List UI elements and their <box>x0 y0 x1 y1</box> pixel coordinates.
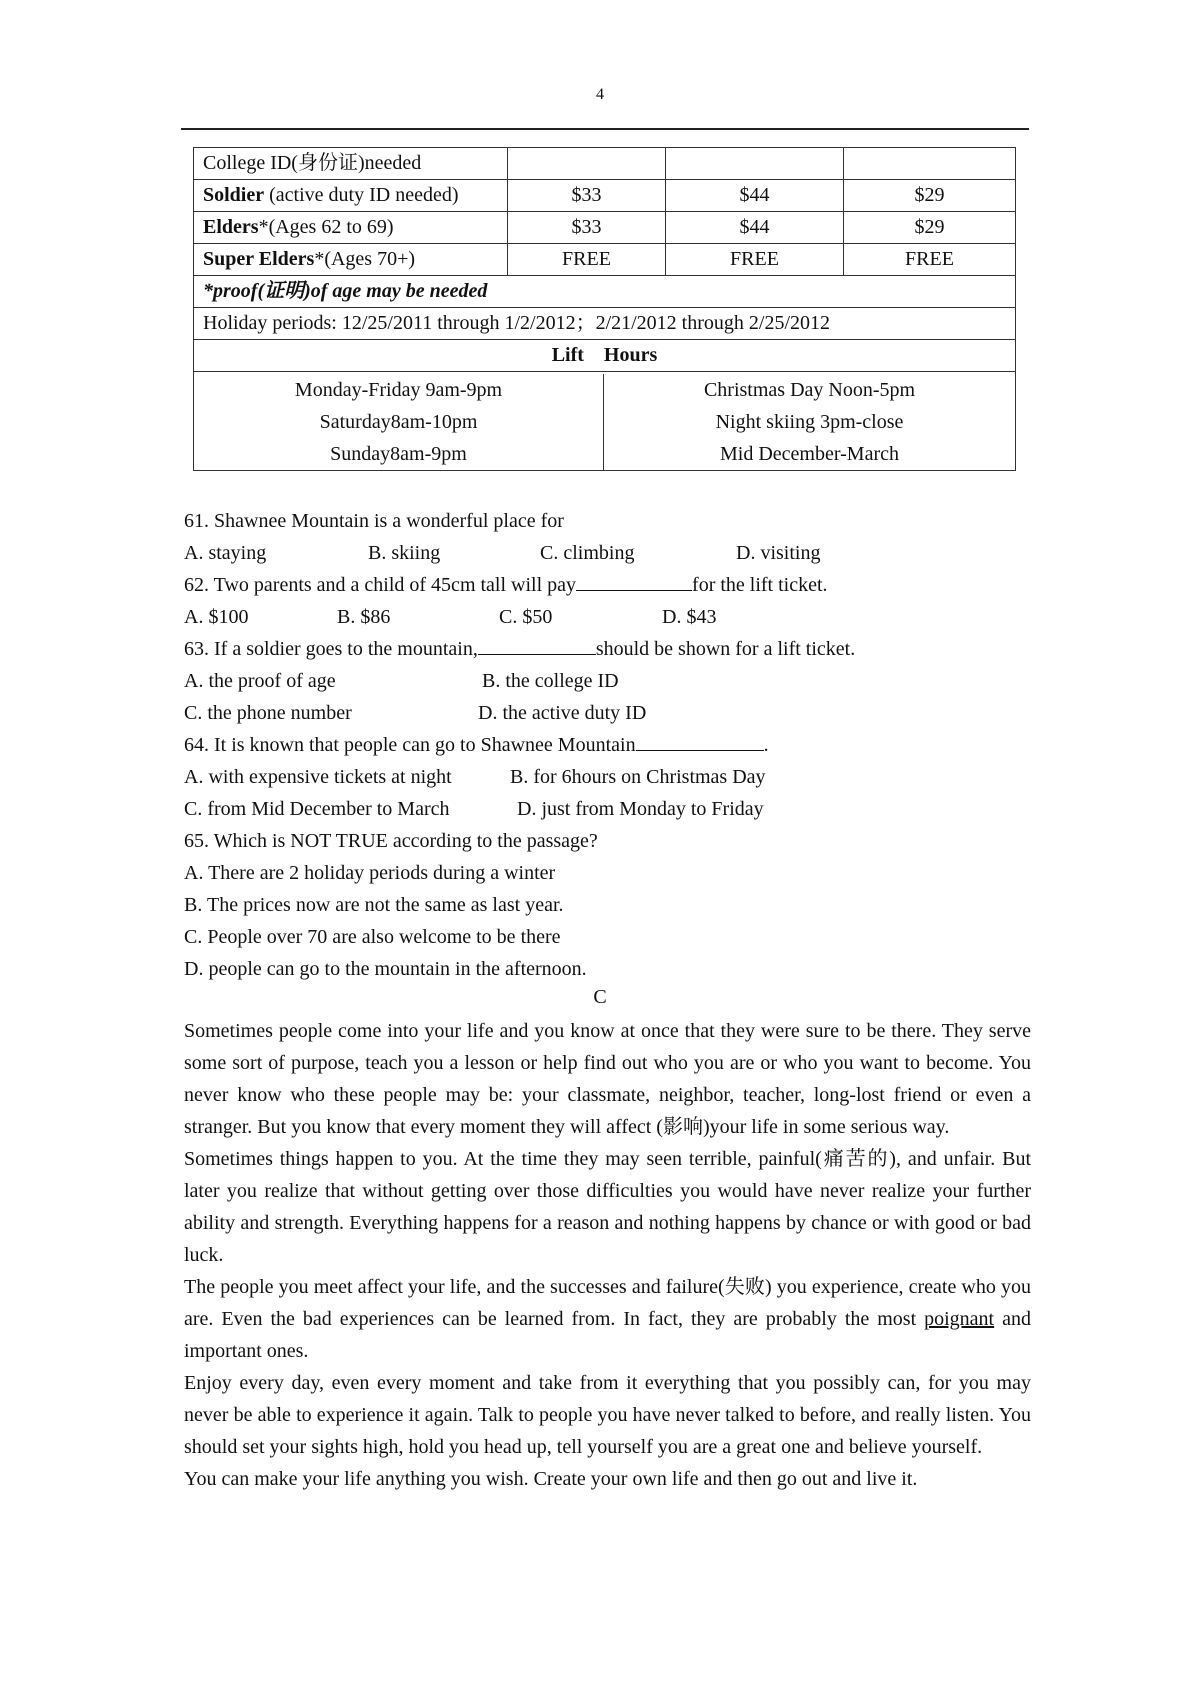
question-61-options <box>184 537 1034 569</box>
table-row <box>194 276 1016 308</box>
option-c: C. climbing <box>540 542 635 564</box>
holiday-periods: Holiday periods: 12/25/2011 through 1/2/2012；2/21/2012 through 2/25/2012 <box>194 308 1016 340</box>
hours-line: Night skiing 3pm-close <box>715 411 904 433</box>
question-65-stem: 65. Which is NOT TRUE according to the passage? <box>184 830 598 852</box>
ticket-price-table <box>193 147 1016 471</box>
price-cell: $44 <box>666 180 844 212</box>
question-64-options-cd <box>184 793 1034 825</box>
paragraph: You can make your life anything you wish. Create your own life and then go out and live it. <box>184 1468 918 1490</box>
option-c: C. $50 <box>499 606 553 628</box>
option-c: C. the phone number <box>184 702 352 724</box>
question-61-stem: 61. Shawnee Mountain is a wonderful place for <box>184 510 564 532</box>
row-label: Soldier (active duty ID needed) <box>194 180 508 212</box>
table-row <box>194 212 1016 244</box>
hours-line: Monday-Friday 9am-9pm <box>294 379 503 401</box>
table-row <box>194 180 1016 212</box>
option-d: D. $43 <box>662 606 717 628</box>
option-b: B. The prices now are not the same as last year. <box>184 894 564 916</box>
table-row <box>194 148 1016 180</box>
option-d: D. just from Monday to Friday <box>517 798 764 820</box>
price-cell: FREE <box>508 244 666 276</box>
row-label: Elders*(Ages 62 to 69) <box>194 212 508 244</box>
answer-blank <box>636 730 764 751</box>
special-hours <box>604 374 1015 470</box>
answer-blank <box>576 570 692 591</box>
table-row <box>194 372 1016 471</box>
section-heading: C <box>593 986 607 1008</box>
question-63-options-cd <box>184 697 1034 729</box>
weekly-hours <box>194 374 604 470</box>
hours-line: Saturday8am-10pm <box>319 411 478 433</box>
header-rule <box>181 128 1029 130</box>
table-row <box>194 308 1016 340</box>
option-a: A. the proof of age <box>184 670 336 692</box>
paragraph: The people you meet affect your life, and the successes and failure(失败) you experience, create who you are. Even the bad experiences can be learned from. In fact, they are probably the most poignant and important ones. <box>184 1276 1031 1362</box>
row-label: College ID(身份证)needed <box>194 148 508 180</box>
question-63-options-ab <box>184 665 1034 697</box>
page-number: 4 <box>596 86 604 103</box>
question-63-stem: 63. If a soldier goes to the mountain, should be shown for a lift ticket. <box>184 633 1034 665</box>
price-cell <box>508 148 666 180</box>
row-label: Super Elders*(Ages 70+) <box>194 244 508 276</box>
hours-line: Mid December-March <box>720 443 899 465</box>
question-62-stem: 62. Two parents and a child of 45cm tall will pay for the lift ticket. <box>184 569 1034 601</box>
questions <box>184 505 1034 985</box>
paragraph: Enjoy every day, even every moment and take from it everything that you possibly can, for you may never be able to experience it again. Talk to people you have never talked to before, and really listen. You should set your sights high, hold you head up, tell yourself you are a great one and believe yourself. <box>184 1372 1031 1458</box>
paragraph: Sometimes things happen to you. At the time they may seen terrible, painful(痛苦的), and unfair. But later you realize that without getting over those difficulties you would have never realize your further ability and strength. Everything happens for a reason and nothing happens by chance or with good or bad luck. <box>184 1148 1031 1266</box>
proof-note: *proof(证明)of age may be needed <box>194 276 1016 308</box>
table-row <box>194 244 1016 276</box>
option-c: C. from Mid December to March <box>184 798 450 820</box>
price-cell: $33 <box>508 180 666 212</box>
question-64-stem: 64. It is known that people can go to Shawnee Mountain . <box>184 729 1034 761</box>
option-b: B. the college ID <box>482 670 619 692</box>
option-b: B. skiing <box>368 542 441 564</box>
question-64-options-ab <box>184 761 1034 793</box>
price-cell: FREE <box>666 244 844 276</box>
price-cell <box>666 148 844 180</box>
option-a: A. with expensive tickets at night <box>184 766 452 788</box>
lift-hours-heading: Lift Hours <box>194 340 1016 372</box>
hours-line: Christmas Day Noon-5pm <box>703 379 916 401</box>
table-row <box>194 340 1016 372</box>
underlined-word: poignant <box>924 1308 995 1330</box>
price-cell: FREE <box>844 244 1016 276</box>
lift-hours-cell <box>194 372 1016 471</box>
option-b: B. for 6hours on Christmas Day <box>510 766 766 788</box>
option-d: D. people can go to the mountain in the afternoon. <box>184 958 587 980</box>
option-a: A. $100 <box>184 606 249 628</box>
paragraph: Sometimes people come into your life and you know at once that they were sure to be there. They serve some sort of purpose, teach you a lesson or help find out who you are or who you want to become. You never know who these people may be: your classmate, neighbor, teacher, long-lost friend or even a stranger. But you know that every moment they will affect (影响)your life in some serious way. <box>184 1020 1031 1138</box>
option-a: A. staying <box>184 542 267 564</box>
hours-line: Sunday8am-9pm <box>330 443 467 465</box>
option-c: C. People over 70 are also welcome to be there <box>184 926 561 948</box>
answer-blank <box>478 634 596 655</box>
option-d: D. the active duty ID <box>478 702 647 724</box>
price-cell <box>844 148 1016 180</box>
price-cell: $33 <box>508 212 666 244</box>
option-a: A. There are 2 holiday periods during a winter <box>184 862 556 884</box>
option-d: D. visiting <box>736 542 821 564</box>
option-b: B. $86 <box>337 606 391 628</box>
reading-passage-c <box>184 1015 1031 1495</box>
question-62-options <box>184 601 1034 633</box>
price-cell: $29 <box>844 180 1016 212</box>
price-cell: $29 <box>844 212 1016 244</box>
price-cell: $44 <box>666 212 844 244</box>
